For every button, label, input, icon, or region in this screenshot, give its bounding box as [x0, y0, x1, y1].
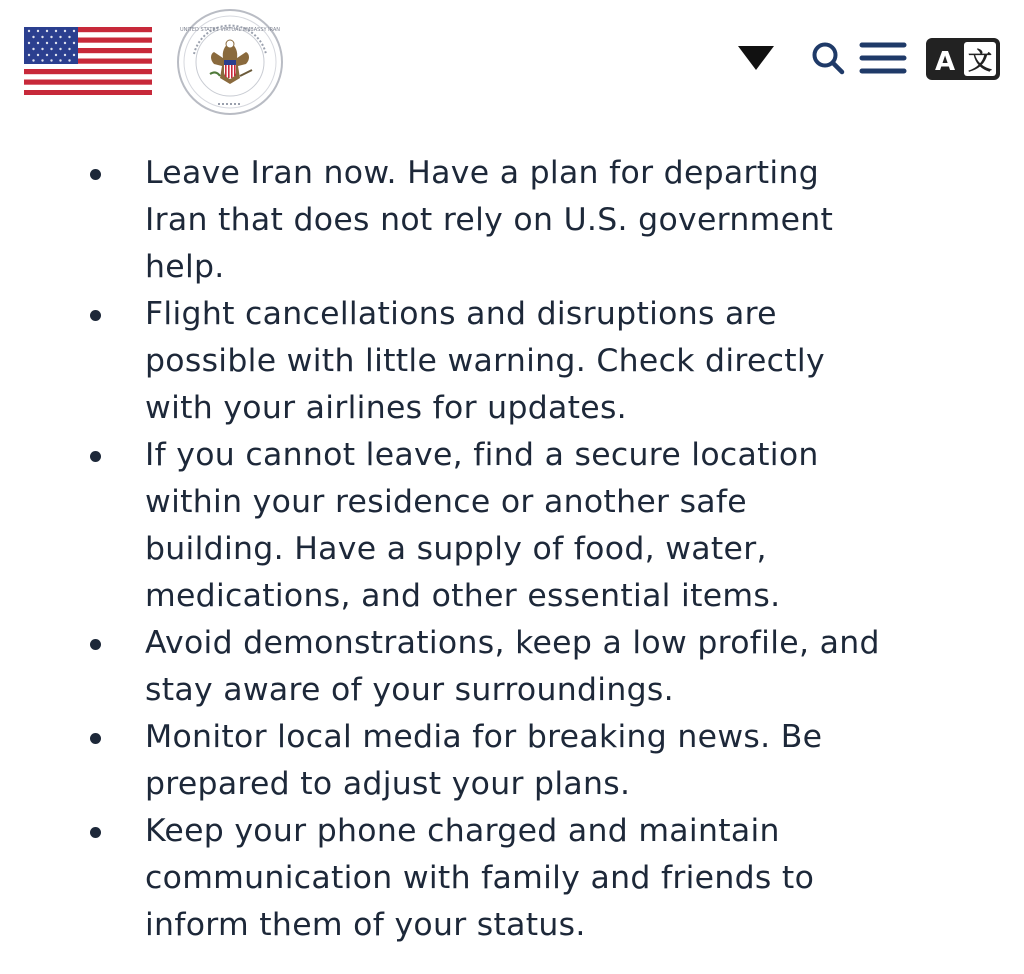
site-header: [0, 0, 1024, 130]
bullet-icon: [90, 827, 101, 838]
menu-icon[interactable]: [858, 36, 908, 80]
seal-text: UNITED STATES VIRTUAL EMBASSY IRAN: [179, 27, 281, 33]
advisory-content: [0, 150, 1024, 949]
list-item: [0, 432, 885, 620]
list-item: [0, 620, 885, 714]
caret-down-icon[interactable]: [736, 42, 776, 72]
list-item: [0, 150, 885, 291]
bullet-icon: [90, 169, 101, 180]
bullet-icon: [90, 310, 101, 321]
translate-icon[interactable]: [924, 36, 1002, 82]
bullet-text: Flight cancellations and disruptions are possible with little warning. Check directly with your airlines for updates.: [145, 296, 825, 426]
bullet-text: Avoid demonstrations, keep a low profile, and stay aware of your surroundings.: [145, 625, 880, 708]
translate-glyph-a: A: [934, 47, 956, 77]
bullet-text: Leave Iran now. Have a plan for departing Iran that does not rely on U.S. government help.: [145, 155, 834, 285]
search-icon[interactable]: [808, 36, 848, 80]
bullet-icon: [90, 733, 101, 744]
embassy-seal-icon[interactable]: [174, 8, 286, 116]
list-item: [0, 714, 885, 808]
bullet-text: Monitor local media for breaking news. Be prepared to adjust your plans.: [145, 719, 823, 802]
bullet-text: If you cannot leave, find a secure location within your residence or another safe building. Have a supply of food, water, medications, and other essential items.: [145, 437, 819, 614]
list-item: [0, 808, 885, 949]
advisory-list: [0, 150, 1024, 949]
list-item: [0, 291, 885, 432]
bullet-icon: [90, 451, 101, 462]
bullet-icon: [90, 639, 101, 650]
bullet-text: Keep your phone charged and maintain communication with family and friends to inform them of your status.: [145, 813, 815, 943]
translate-glyph-b: 文: [968, 47, 992, 75]
us-flag-icon[interactable]: [24, 27, 152, 95]
